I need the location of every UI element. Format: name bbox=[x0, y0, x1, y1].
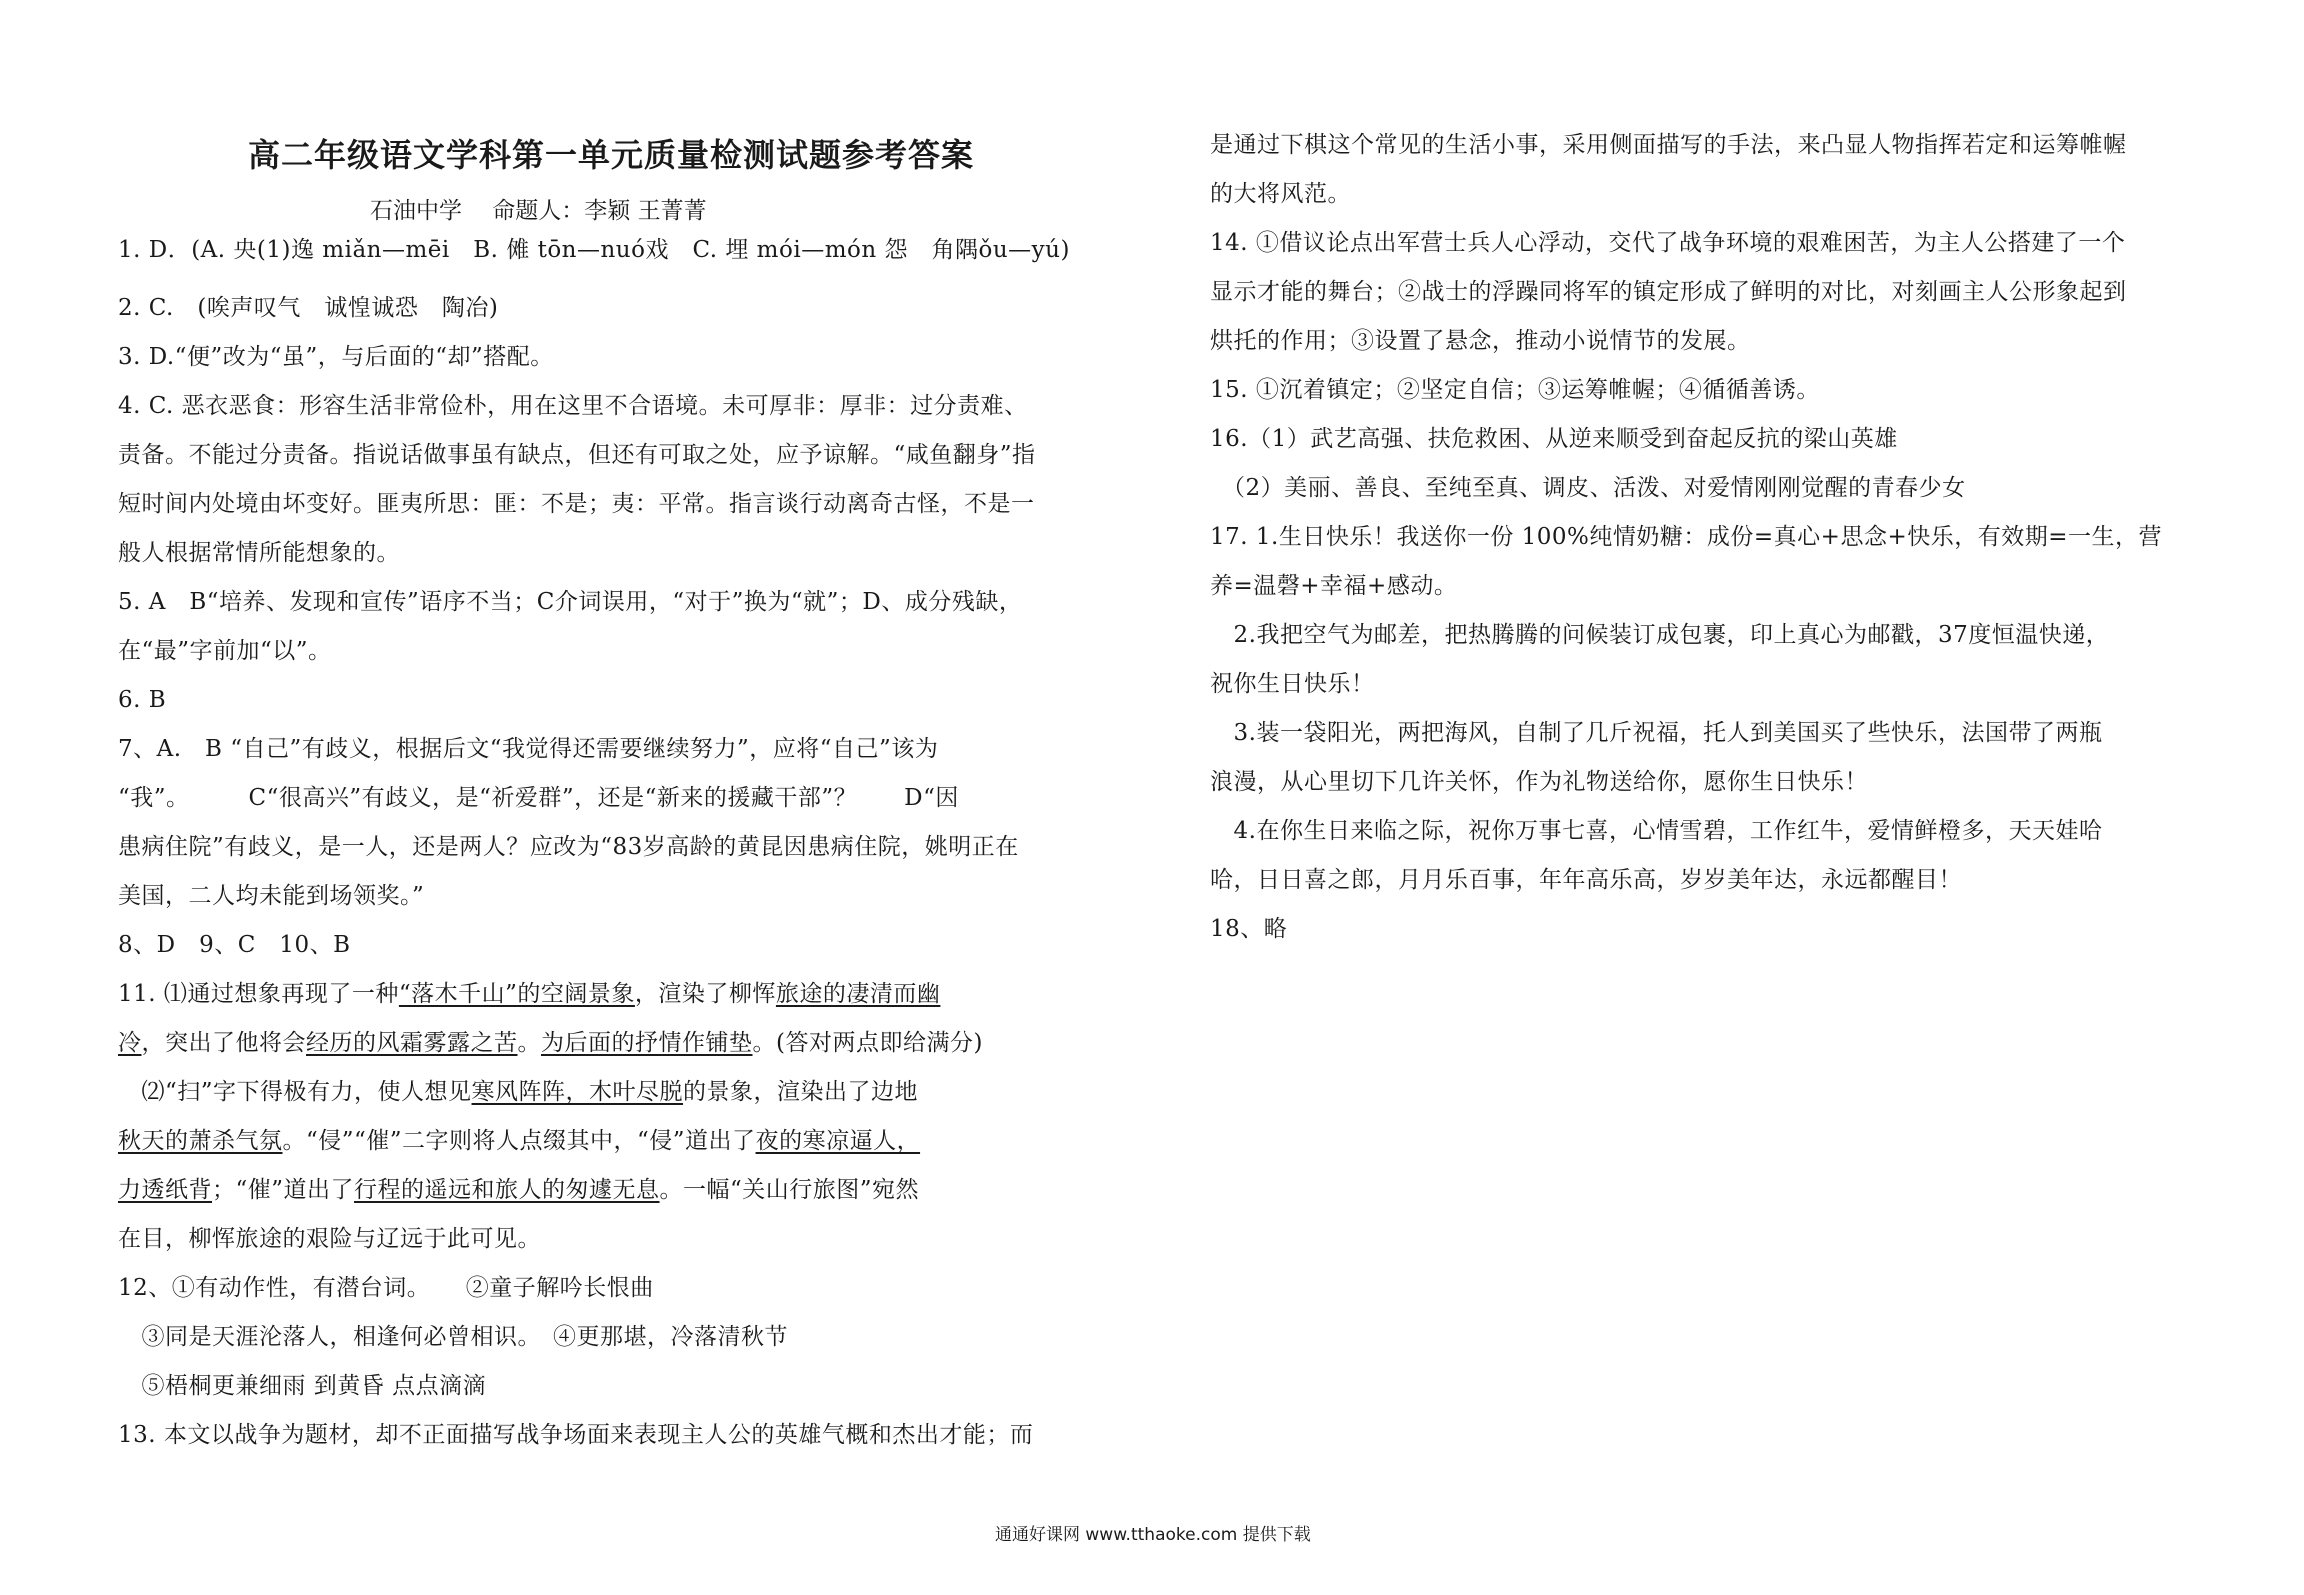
text-segment: 。(答对两点即给满分) bbox=[752, 1030, 983, 1056]
answer-line: ③同是天涯沦落人，相逢何必曾相识。 ④更那堪，冷落清秋节 bbox=[118, 1324, 788, 1350]
text-segment: 11. ⑴通过想象再现了一种 bbox=[118, 981, 399, 1007]
answer-line: （2）美丽、善良、至纯至真、调皮、活泼、对爱情刚刚觉醒的青春少女 bbox=[1210, 475, 1966, 501]
answer-line: 18、略 bbox=[1210, 916, 1288, 942]
page-footer: 通通好课网 www.tthaoke.com 提供下载 bbox=[995, 1525, 1311, 1545]
answer-line: 祝你生日快乐！ bbox=[1210, 671, 1375, 697]
answer-line: 13. 本文以战争为题材，却不正面描写战争场面来表现主人公的英雄气概和杰出才能；而 bbox=[118, 1422, 1034, 1448]
underlined-text: 秋天的萧杀气氛 bbox=[118, 1128, 283, 1154]
text-segment: 。“侵”“催”二字则将人点缀其中，“侵”道出了 bbox=[282, 1128, 756, 1154]
text-segment: 。一幅“关山行旅图”宛然 bbox=[659, 1177, 920, 1203]
answer-line bbox=[118, 1175, 919, 1205]
underlined-text: 为后面的抒情作铺垫 bbox=[541, 1030, 753, 1056]
page-title: 高二年级语文学科第一单元质量检测试题参考答案 bbox=[248, 136, 975, 174]
answer-line bbox=[118, 1028, 983, 1058]
answer-line: 责备。不能过分责备。指说话做事虽有缺点，但还有可取之处，应予谅解。“咸鱼翻身”指 bbox=[118, 442, 1036, 468]
answer-line: 美国，二人均未能到场领奖。” bbox=[118, 883, 425, 909]
answer-line: 在目，柳恽旅途的艰险与辽远于此可见。 bbox=[118, 1226, 541, 1252]
text-segment: ；“催”道出了 bbox=[212, 1177, 355, 1203]
underlined-text: 寒风阵阵，木叶尽脱 bbox=[471, 1079, 684, 1105]
answer-line: 14. ①借议论点出军营士兵人心浮动，交代了战争环境的艰难困苦，为主人公搭建了一个 bbox=[1210, 230, 2126, 256]
underlined-text: 经历的风霜雾露之苦 bbox=[306, 1030, 518, 1056]
underlined-text: 力透纸背 bbox=[118, 1177, 212, 1203]
answer-line: 6. B bbox=[118, 687, 167, 713]
underlined-text: “落木千山”的空阔景象 bbox=[398, 981, 635, 1007]
answer-line: 在“最”字前加“以”。 bbox=[118, 638, 332, 664]
answer-line: 3. D.“便”改为“虽”，与后面的“却”搭配。 bbox=[118, 344, 554, 370]
answer-line: “我”。 C“很高兴”有歧义，是“祈爱群”，还是“新来的援藏干部”？ D“因 bbox=[118, 785, 959, 811]
underlined-text: 行程的遥远和旅人的匆遽无息 bbox=[354, 1177, 660, 1203]
answer-line: 16.（1）武艺高强、扶危救困、从逆来顺受到奋起反抗的梁山英雄 bbox=[1210, 426, 1898, 452]
answer-line: 15. ①沉着镇定；②坚定自信；③运筹帷幄；④循循善诱。 bbox=[1210, 377, 1820, 403]
text-segment: ⑵“扫”字下得极有力，使人想见 bbox=[118, 1079, 472, 1105]
answer-line: 2.我把空气为邮差，把热腾腾的问候装订成包裹，印上真心为邮戳，37度恒温快递， bbox=[1210, 622, 2110, 648]
answer-line: 患病住院”有歧义，是一人，还是两人？应改为“83岁高龄的黄昆因患病住院，姚明正在 bbox=[118, 834, 1019, 860]
answer-line: 3.装一袋阳光，两把海风，自制了几斤祝福，托人到美国买了些快乐，法国带了两瓶 bbox=[1210, 720, 2103, 746]
underlined-text: 旅途的凄清而幽 bbox=[775, 981, 941, 1007]
answer-line: 浪漫，从心里切下几许关怀，作为礼物送给你，愿你生日快乐！ bbox=[1210, 769, 1868, 795]
underlined-text: 夜的寒凉逼人， bbox=[755, 1128, 921, 1154]
answer-line: 4.在你生日来临之际，祝你万事七喜，心情雪碧，工作红牛，爱情鲜橙多，天天娃哈 bbox=[1210, 818, 2103, 844]
answer-line: 8、D 9、C 10、B bbox=[118, 932, 351, 958]
answer-line bbox=[118, 1126, 920, 1156]
answer-line: 17. 1.生日快乐！我送你一份 100%纯情奶糖：成份=真心+思念+快乐，有效期=一生，营 bbox=[1210, 524, 2162, 550]
answer-line bbox=[118, 979, 940, 1009]
answer-line: 的大将风范。 bbox=[1210, 181, 1351, 207]
answer-line: 短时间内处境由坏变好。匪夷所思：匪：不是；夷：平常。指言谈行动离奇古怪，不是一 bbox=[118, 491, 1035, 517]
answer-line: 7、A. B “自己”有歧义，根据后文“我觉得还需要继续努力”，应将“自己”该为 bbox=[118, 736, 939, 762]
answer-line: 12、①有动作性，有潜台词。 ②童子解吟长恨曲 bbox=[118, 1275, 654, 1301]
answer-line: 2. C. (唉声叹气 诚惶诚恐 陶冶) bbox=[118, 295, 499, 321]
answer-line: 是通过下棋这个常见的生活小事，采用侧面描写的手法，来凸显人物指挥若定和运筹帷幄 bbox=[1210, 132, 2127, 158]
answer-line bbox=[118, 1077, 918, 1107]
answer-line: 养=温磬+幸福+感动。 bbox=[1210, 573, 1458, 599]
answer-line: 哈，日日喜之郎，月月乐百事，年年高乐高，岁岁美年达，永远都醒目！ bbox=[1210, 867, 1962, 893]
answer-line: 烘托的作用；③设置了悬念，推动小说情节的发展。 bbox=[1210, 328, 1751, 354]
text-segment: ，渲染了柳恽 bbox=[634, 981, 776, 1007]
page-subtitle: 石油中学 命题人：李颖 王菁菁 bbox=[370, 198, 707, 224]
answer-line: 4. C. 恶衣恶食：形容生活非常俭朴，用在这里不合语境。未可厚非：厚非：过分责难、 bbox=[118, 393, 1028, 419]
answer-line: ⑤梧桐更兼细雨 到黄昏 点点滴滴 bbox=[118, 1373, 487, 1399]
text-segment: 。 bbox=[517, 1030, 541, 1056]
answer-line: 般人根据常情所能想象的。 bbox=[118, 540, 400, 566]
answer-line: 1. D．(A. 央(1)逸 miǎn—mēi B. 傩 tōn—nuó戏 C. 埋 mói—món 怨 角隅ǒu—yú) bbox=[118, 237, 1070, 263]
underlined-text: 冷 bbox=[118, 1030, 142, 1056]
text-segment: ，突出了他将会 bbox=[141, 1030, 306, 1056]
text-segment: 的景象，渲染出了边地 bbox=[683, 1079, 919, 1105]
answer-line: 显示才能的舞台；②战士的浮躁同将军的镇定形成了鲜明的对比，对刻画主人公形象起到 bbox=[1210, 279, 2127, 305]
answer-line: 5. A B“培养、发现和宣传”语序不当；C介词误用，“对于”换为“就”；D、成分残缺， bbox=[118, 589, 1023, 615]
